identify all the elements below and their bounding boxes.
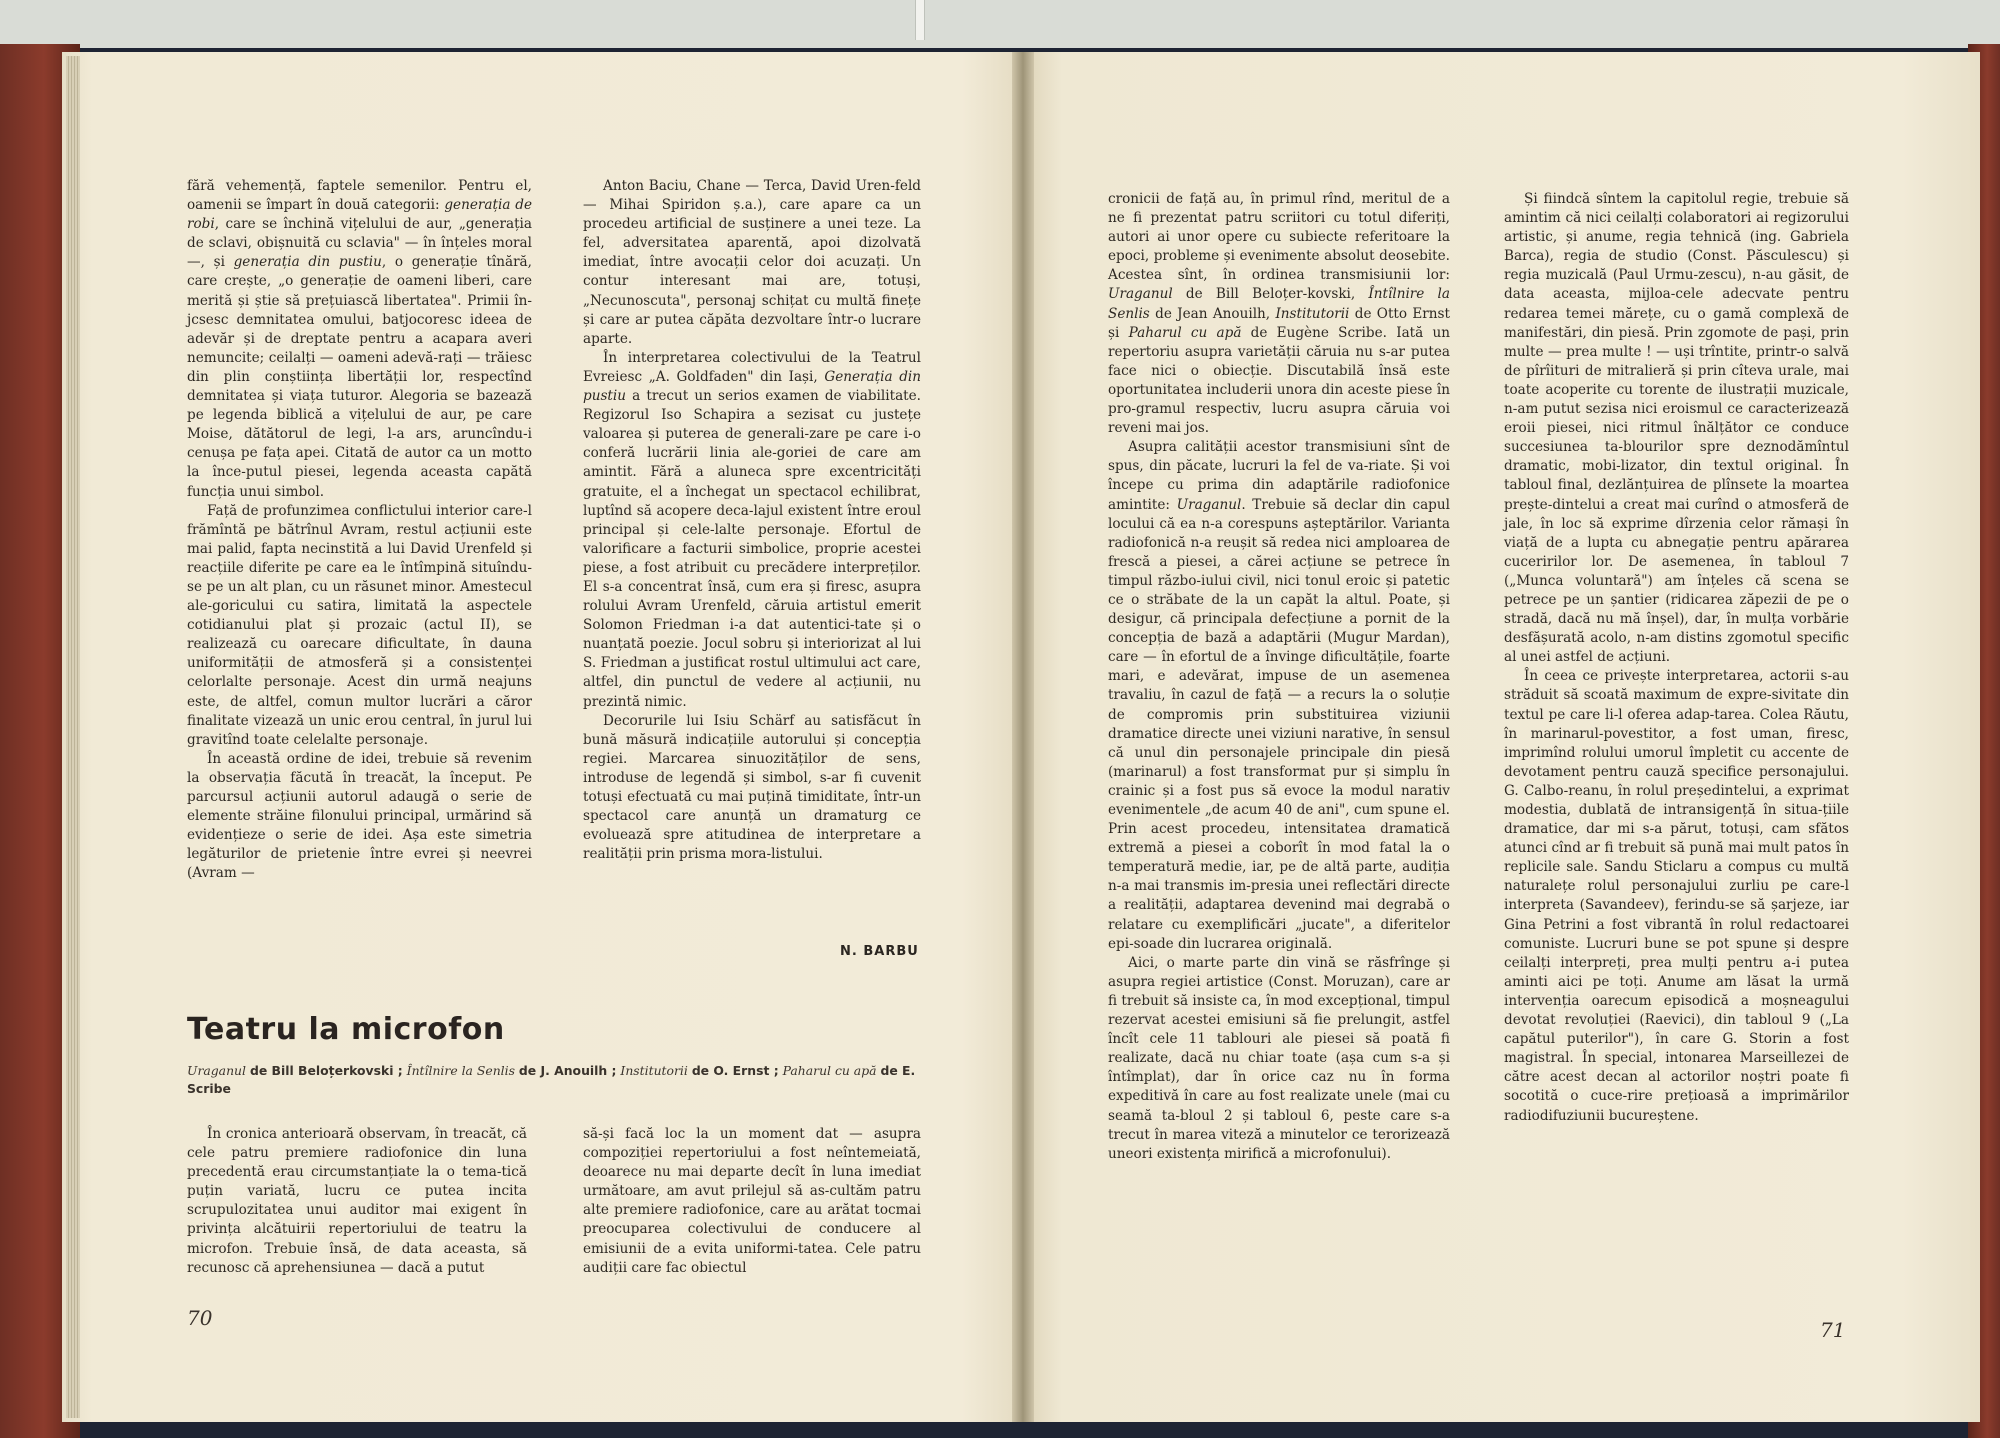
scanner-background (0, 0, 2000, 48)
paragraph: cronicii de față au, în primul rînd, meritul de a ne fi prezentat patru scriitori cu totul diferiți, autori ai unor opere cu subiecte referitoare la epoci, probleme și evenimente absolut deosebite. Acestea sînt, în ordinea transmisiunii lor: Uraganul de Bill Beloțer-kovski, Întîlnire la Senlis de Jean Anouilh, Institutorii de Otto Ernst și Paharul cu apă de Eugène Scribe. Iată un repertoriu asupra varietății căruia nu s-ar putea face nici o obiecție. Discutabilă însă este oportunitatea includerii unora din aceste piese în pro-gramul respectiv, lucru asupra căruia voi reveni mai jos. (1108, 191, 1450, 437)
scanner-slot (915, 0, 925, 40)
right-column-1 (1108, 190, 1450, 1164)
page-number-right: 71 (1820, 1318, 1846, 1342)
author-signature: N. BARBU (840, 944, 919, 959)
left-column-2 (583, 177, 921, 864)
paragraph: În această ordine de idei, trebuie să revenim la observația făcută în treacăt, la început. Pe parcursul acțiunii autorul adaugă o serie de elemente străine filonului principal, urmărind să evidențieze o serie de idei. Așa este simetria legăturilor de prietenie între evrei și neevrei (Avram — (187, 750, 532, 882)
paragraph: Și fiindcă sîntem la capitolul regie, trebuie să amintim că nici ceilalți colaboratori ai regizorului artistic, și anume, regia tehnică (ing. Gabriela Barca), regia de studio (Const. Păsculescu) și regia muzicală (Paul Urmu-zescu), n-au găsit, de data aceasta, mijloa-cele adecvate pentru redarea temei mărețe, cu o gamă complexă de manifestări, din piesă. Prin zgomote de pași, prin multe — prea multe ! — uși trîntite, printr-o salvă de pîrîituri de mitralieră și prin cîteva urale, mai toate acoperite cu torente de ilustrații muzicale, n-am putut sezisa nici eroismul ce caracterizează eroii piesei, nici ritmul înălțător ce conduce succesiunea ta-blourilor spre deznodămîntul dramatic, mobi-lizator, din textul original. În tabloul final, dezlănțuirea de plînsete la moartea prește-dintelui a creat mai curînd o atmosferă de jale, în loc să exprime dîrzenia celor rămași în viață de a lupta cu abnegație pentru apărarea cuceririlor lor. De asemenea, în tabloul 7 („Munca voluntară") am înțeles că scena se petrece pe un șantier (ridicarea zăpezii de pe o stradă, dacă nu mă înșel), dar, în mulța vorbărie desfășurată acolo, n-am distins zgomotul specific al unei astfel de acțiuni. (1504, 191, 1849, 666)
page-number-left: 70 (187, 1306, 213, 1330)
right-column-2 (1504, 190, 1849, 1126)
paragraph: Față de profunzimea conflictului interior care-l frămîntă pe bătrînul Avram, restul acțiunii este mai palid, fapta necinstită a lui David Urenfeld și reacțiile diferite pe care ea le întîmpină situîndu-se pe un alt plan, cu un răsunet minor. Amestecul ale-goricului cu satira, limitată la aspectele cotidianului plat și prozaic (actul II), se realizează cu oarecare dificultate, în dauna uniformității de atmosferă și a consistenței celorlalte personaje. Acest din urmă neajuns este, de altfel, comun multor lucrări a căror finalitate vizează un unic erou central, în jurul lui gravitînd toate celelalte personaje. (187, 502, 532, 748)
paragraph: În ceea ce privește interpretarea, actorii s-au străduit să scoată maximum de expre-sivitate din textul pe care li-l oferea adap-tarea. Colea Răutu, în marinarul-povestitor, a fost uman, firesc, imprimînd rolului umorul împletit cu accente de devotament pentru cauză specifice personajului. G. Calbo-reanu, în rolul președintelui, a exprimat modestia, dublată de intransigență în situa-țiile dramatice, dar mi s-a părut, totuși, cam sfătos atunci cînd ar fi trebuit să pună mai mult patos în replicile sale. Sandu Sticlaru a compus cu multă naturalețe rolul personajului zurliu pe care-l interpreta (Savandeev), ferindu-se să șarjeze, iar Gina Petrini a fost vibrantă în rolul redactoarei comuniste. Lucruri bune se pot spune și despre ceilalți interpreți, prea mulți pentru a-i putea aminti aici pe toți. Anume am lăsat la urmă intervenția oarecum episodică a moșneagului devotat revoluției (Raevici), din tabloul 9 („La capătul puterilor"), în care G. Storin a fost magistral. În special, intonarea Marseillezei de către acest decan al actorilor noștri poate fi socotită o cuce-rire prețioasă a imprimărilor radiodifuziunii bucureștene. (1504, 668, 1849, 1124)
book-gutter (1012, 52, 1034, 1422)
paragraph: Aici, o marte parte din vină se răsfrînge și asupra regiei artistice (Const. Moruzan), care ar fi trebuit să insiste ca, în mod excepțional, timpul rezervat acestei emisiuni să fie prelungit, astfel încît cele 11 tablouri ale piesei să poată fi realizate, dacă nu chiar toate (așa cum s-a și întîmplat), dar în orice caz nu în forma expeditivă în care au fost realizate unele (mai cu seamă ta-bloul 2 și tabloul 6, peste care s-a trecut în marea viteză a minutelor ce terorizează uneori existența mirifică a microfonului). (1108, 954, 1450, 1162)
left-column-4 (583, 1125, 921, 1278)
page-stack-edge (66, 56, 80, 1418)
paragraph: În cronica anterioară observam, în treacăt, că cele patru premiere radiofonice din luna precedentă erau circumstanțiate la o tema-tică puțin variată, lucru ce putea incita scrupulozitatea unui auditor mai exigent în privința alcătuirii repertoriului de teatru la microfon. Trebuie însă, de data aceasta, să recunosc că aprehensiunea — dacă a putut (187, 1126, 527, 1276)
paragraph: În interpretarea colectivului de la Teatrul Evreiesc „A. Goldfaden" din Iași, Generația din pustiu a trecut un serios examen de viabilitate. Regizorul Iso Schapira a sezisat cu justețe valoarea și puterea de generali-zare pe care i-o conferă lucrării linia ale-goriei de care am amintit. Fără a aluneca spre excentricități gratuite, el a închegat un spectacol echilibrat, luptînd să acopere deca-lajul existent între eroul principal și cele-lalte personaje. Efortul de valorificare a facturii simbolice, proprie acestei piese, a fost atribuit cu precădere interpreților. El s-a concentrat însă, cum era și firesc, asupra rolului Avram Urenfeld, căruia artistul emerit Solomon Friedman i-a dat autentici-tate și o nuanțată poezie. Jocul sobru și interiorizat al lui S. Friedman a justificat rostul ultimului act care, altfel, din punctul de vedere al acțiunii, nu prezintă nimic. (583, 349, 921, 710)
paragraph: să-și facă loc la un moment dat — asupra compoziției repertoriului a fost neîntemeiată, deoarece nu mai departe decît în luna imediat următoare, am avut prilejul să as-cultăm patru alte premiere radiofonice, care au arătat tocmai preocuparea colectivului de conducere al emisiunii de a evita uniformi-tatea. Cele patru audiții care fac obiectul (583, 1126, 921, 1276)
paragraph: Asupra calității acestor transmisiuni sînt de spus, din păcate, lucruri la fel de va-riate. Și voi începe cu prima din adaptările radiofonice amintite: Uraganul. Trebuie să declar din capul locului că ea n-a corespuns așteptărilor. Varianta radiofonică n-a reușit să redea nici amploarea de frescă a piesei, a cărei acțiune se petrece în timpul războ-iului civil, nici tonul eroic și patetic ce o străbate de la un capăt la altul. Poate, și desigur, că principala defecțiune a pornit de la concepția de bază a adaptării (Mugur Mardan), care — în efortul de a învinge dificultățile, foarte mari, e adevărat, impuse de un asemenea travaliu, în cazul de față — a recurs la o soluție de compromis prin substituirea viziunii dramatice directe unei viziuni narative, în sensul că unul din personajele principale din piesă (marinarul) a fost transformat pur și simplu în crainic și a fost pus să evoce la modul narativ evenimentele „de acum 40 de ani", cum spune el. Prin acest procedeu, intensitatea dramatică extremă a piesei a coborît în mod fatal la o temperatură medie, iar, pe de altă parte, audiția n-a mai transmis im-presia unei reflectări directe a realității, adaptarea devenind mai degrabă o relatare cu exemplificări „jucate", a diferitelor epi-soade din lucrarea originală. (1108, 439, 1450, 952)
paragraph: Decorurile lui Isiu Schärf au satisfăcut în bună măsură indicațiile autorului și concepția regiei. Marcarea sinuozităților de sens, introduse de legendă și simbol, s-ar fi cuvenit totuși efectuată cu mai puțină timiditate, într-un spectacol care anunță un dramaturg ce evoluează spre atitudinea de interpretare a realității prin prisma mora-listului. (583, 712, 921, 863)
section-title: Teatru la microfon (187, 1012, 505, 1047)
left-column-3 (187, 1125, 527, 1278)
paragraph: fără vehemență, faptele semenilor. Pentru el, oamenii se împart în două categorii: generația de robi, care se închină vițelului de aur, „generația de sclavi, obișnuită cu sclavia" — în înțeles moral —, și generația din pustiu, o generație tînără, care crește, „o generație de oameni liberi, care merită și știe să prețuiască libertatea". Primii în-jcsesc demnitatea omului, batjocoresc ideea de adevăr și de dreptate pentru a acapara averi nemuncite; ceilalți — oameni adevă-rați — trăiesc din plin conștiința libertății lor, respectînd demnitatea și viața tuturor. Alegoria se bazează pe legenda biblică a vițelului de aur, pe care Moise, dătătorul de legi, l-a ars, aruncîndu-i cenușa pe fața apei. Citată de autor ca un motto la înce-putul piesei, legenda aceasta capătă funcția unui simbol. (187, 178, 532, 500)
left-column-1 (187, 177, 532, 883)
paragraph: Anton Baciu, Chane — Terca, David Uren-feld — Mihai Spiridon ș.a.), care apare ca un procedeu artificial de susținere a unei teze. La fel, adversitatea aparentă, apoi dizolvată imediat, între avocații celor doi acuzați. Un contur interesant mai are, totuși, „Necunoscuta", personaj schițat cu multă finețe și care ar putea căpăta dezvoltare într-o lucrare aparte. (583, 178, 921, 347)
section-subtitle: Uraganul de Bill Beloțerkovski ; Întîlnire la Senlis de J. Anouilh ; Institutorii de O. Ernst ; Paharul cu apă de E. Scribe (187, 1063, 916, 1096)
